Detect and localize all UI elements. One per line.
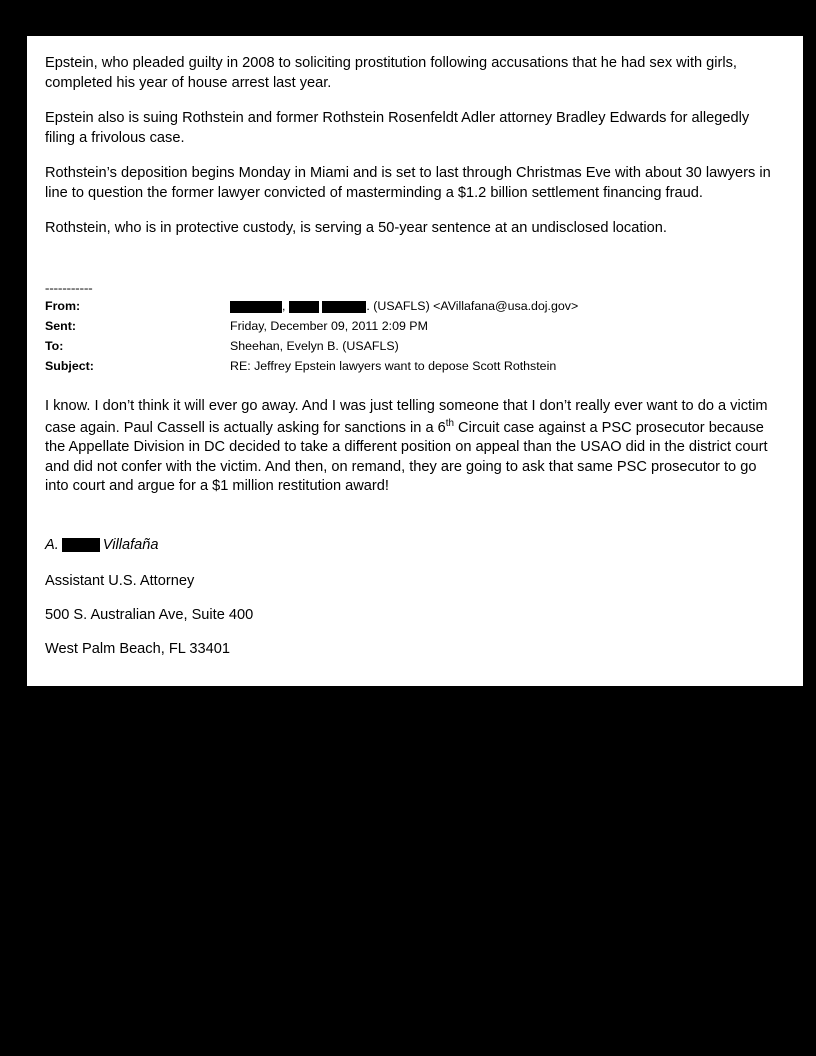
document-content [27, 36, 803, 657]
sent-label: Sent: [45, 319, 76, 334]
email-header-row-sent [45, 317, 578, 337]
document-page [27, 36, 803, 686]
signature-address-line2: West Palm Beach, FL 33401 [45, 640, 230, 657]
redaction-bar [62, 538, 100, 552]
sent-value: Friday, December 09, 2011 2:09 PM [230, 319, 428, 334]
email-header-row-subject [45, 357, 578, 377]
to-label: To: [45, 339, 64, 354]
from-value [230, 297, 578, 317]
subject-value: RE: Jeffrey Epstein lawyers want to depose Scott Rothstein [230, 359, 557, 374]
signature-name-prefix: A. [45, 536, 59, 553]
ordinal-suffix: th [445, 417, 454, 429]
subject-label: Subject: [45, 359, 94, 374]
redaction-bar [230, 301, 282, 313]
email-header-row-from [45, 297, 578, 317]
signature-title: Assistant U.S. Attorney [45, 572, 195, 589]
from-value-suffix: . (USAFLS) <AVillafana@usa.doj.gov> [366, 299, 579, 314]
email-body-paragraph [45, 397, 773, 497]
signature-address-line1: 500 S. Australian Ave, Suite 400 [45, 606, 254, 623]
body-text-part1: I know. I don’t think it will ever go away. And I was just telling someone that I don’t really ever want to do a victim case again. Paul Cassell is actually asking for sanctions in a 6 [45, 398, 768, 436]
signature-name-suffix: Villafaña [102, 536, 159, 553]
signature-block [45, 537, 773, 657]
paragraph: Rothstein, who is in protective custody, is serving a 50-year sentence at an undisclosed location. [45, 220, 667, 237]
redaction-bar [289, 301, 319, 313]
email-header-table [45, 297, 578, 377]
separator-line: ----------- [45, 279, 93, 295]
redaction-bar [322, 301, 360, 313]
email-body [45, 397, 773, 497]
paragraph: Epstein also is suing Rothstein and former Rothstein Rosenfeldt Adler attorney Bradley Edwards for allegedly filing a frivolous case. [45, 110, 750, 146]
spacer [45, 255, 773, 281]
email-header-row-to [45, 337, 578, 357]
to-value: Sheehan, Evelyn B. (USAFLS) [230, 339, 399, 354]
signature-name [45, 537, 773, 553]
from-label: From: [45, 299, 81, 314]
from-comma: , [282, 299, 286, 314]
paragraph: Epstein, who pleaded guilty in 2008 to soliciting prostitution following accusations that he had sex with girls, completed his year of house arrest last year. [45, 55, 737, 91]
body-text-part2: Circuit case against a PSC prosecutor because the Appellate Division in DC decided to take a different position on appeal than the USAO did in the district court and did not confer with the victim. And then, on remand, they are going to ask that same PSC prosecutor to go into court and argue for a $1 million restitution award! [45, 419, 768, 495]
paragraph: Rothstein’s deposition begins Monday in Miami and is set to last through Christmas Eve with about 30 lawyers in line to question the former lawyer convicted of masterminding a $1.2 billion settlement financing fraud. [45, 165, 771, 201]
